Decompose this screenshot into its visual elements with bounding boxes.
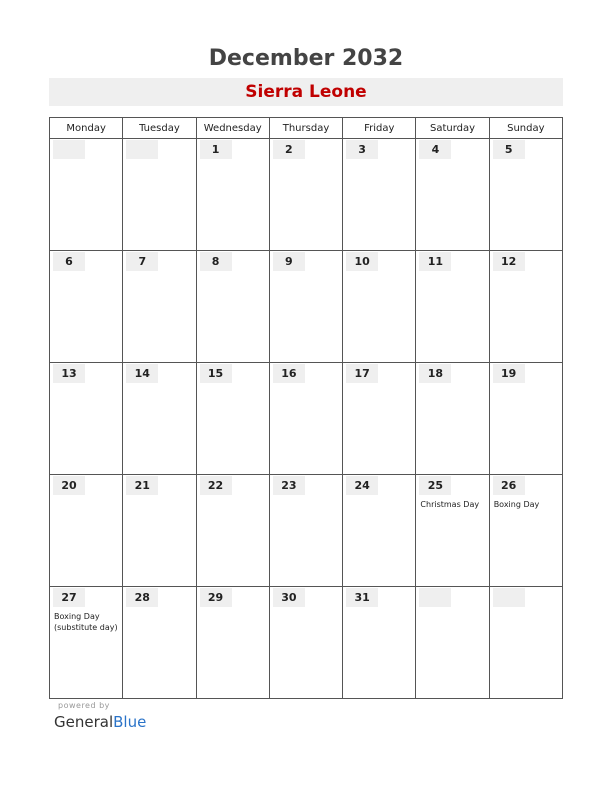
holiday-label: Boxing Day (substitute day) — [54, 612, 118, 632]
day-cell — [416, 139, 489, 251]
day-number — [493, 588, 525, 607]
week-row — [50, 475, 563, 587]
day-cell — [343, 363, 416, 475]
day-cell — [343, 475, 416, 587]
day-number: 14 — [126, 364, 158, 383]
calendar-title: December 2032 — [208, 46, 404, 71]
day-number: 5 — [493, 140, 525, 159]
day-number: 12 — [493, 252, 525, 271]
day-number: 15 — [200, 364, 232, 383]
day-number: 18 — [419, 364, 451, 383]
day-cell — [416, 363, 489, 475]
day-cell — [269, 475, 342, 587]
day-number: 20 — [53, 476, 85, 495]
day-number: 11 — [419, 252, 451, 271]
weekday-sunday: Sunday — [489, 118, 562, 139]
day-number: 25 — [419, 476, 451, 495]
day-number: 28 — [126, 588, 158, 607]
day-number: 31 — [346, 588, 378, 607]
day-cell — [269, 587, 342, 699]
country-name: Sierra Leone — [49, 78, 563, 106]
day-number: 16 — [273, 364, 305, 383]
day-number — [126, 140, 158, 159]
day-number: 29 — [200, 588, 232, 607]
day-cell — [489, 139, 562, 251]
day-number: 19 — [493, 364, 525, 383]
day-number: 7 — [126, 252, 158, 271]
day-cell — [123, 587, 196, 699]
day-number: 27 — [53, 588, 85, 607]
day-cell — [269, 363, 342, 475]
day-number: 26 — [493, 476, 525, 495]
day-cell — [196, 251, 269, 363]
day-cell — [123, 139, 196, 251]
day-cell — [489, 251, 562, 363]
day-number: 4 — [419, 140, 451, 159]
week-row — [50, 139, 563, 251]
day-cell — [416, 587, 489, 699]
day-cell — [269, 139, 342, 251]
day-cell — [416, 475, 489, 587]
day-number — [53, 140, 85, 159]
powered-by-text: powered by — [58, 701, 110, 710]
generalblue-logo[interactable] — [54, 713, 146, 731]
day-cell — [416, 251, 489, 363]
day-number: 23 — [273, 476, 305, 495]
day-cell — [343, 139, 416, 251]
holiday-label: Boxing Day — [493, 500, 540, 509]
day-cell — [123, 475, 196, 587]
week-row — [50, 363, 563, 475]
weekday-thursday: Thursday — [269, 118, 342, 139]
day-number: 2 — [273, 140, 305, 159]
day-cell — [50, 139, 123, 251]
day-number: 22 — [200, 476, 232, 495]
day-cell — [50, 587, 123, 699]
day-number: 9 — [273, 252, 305, 271]
day-number: 8 — [200, 252, 232, 271]
day-number: 21 — [126, 476, 158, 495]
day-cell — [489, 363, 562, 475]
day-cell — [196, 139, 269, 251]
weekday-monday: Monday — [50, 118, 123, 139]
weekday-saturday: Saturday — [416, 118, 489, 139]
weekday-header-row — [50, 118, 563, 139]
week-row — [50, 587, 563, 699]
day-number: 30 — [273, 588, 305, 607]
brand-blue: Blue — [113, 713, 147, 731]
day-cell — [123, 251, 196, 363]
day-cell — [343, 587, 416, 699]
day-cell — [50, 251, 123, 363]
day-cell — [489, 475, 562, 587]
day-cell — [489, 587, 562, 699]
day-cell — [50, 475, 123, 587]
day-number: 10 — [346, 252, 378, 271]
day-cell — [50, 363, 123, 475]
day-cell — [343, 251, 416, 363]
day-number: 24 — [346, 476, 378, 495]
day-number — [419, 588, 451, 607]
week-row — [50, 251, 563, 363]
day-number: 17 — [346, 364, 378, 383]
month-calendar — [49, 117, 563, 699]
holiday-label: Christmas Day — [420, 500, 480, 509]
weekday-friday: Friday — [343, 118, 416, 139]
day-cell — [196, 475, 269, 587]
day-cell — [123, 363, 196, 475]
day-cell — [196, 587, 269, 699]
day-number: 1 — [200, 140, 232, 159]
weekday-wednesday: Wednesday — [196, 118, 269, 139]
day-cell — [196, 363, 269, 475]
day-number: 13 — [53, 364, 85, 383]
weekday-tuesday: Tuesday — [123, 118, 196, 139]
day-cell — [269, 251, 342, 363]
brand-general: General — [54, 713, 114, 731]
day-number: 6 — [53, 252, 85, 271]
day-number: 3 — [346, 140, 378, 159]
